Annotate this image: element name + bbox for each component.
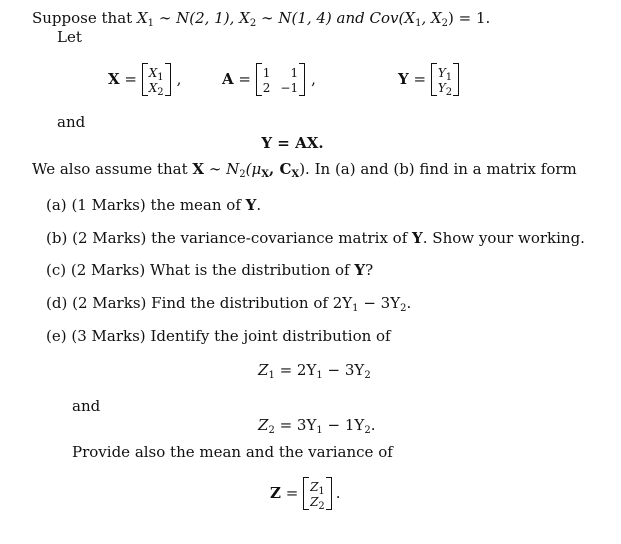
intro-line: Suppose that $X_1$ ∼ N(2, 1), $X_2$ ∼ N(1, 4) and $Cov(X_1$, $X_2) = 1$. xyxy=(32,9,491,29)
provide-line: Provide also the mean and the variance of xyxy=(72,443,393,461)
equation-z1: $Z_1 = 2Y_1 - 3Y_2$ xyxy=(258,361,371,381)
let-label: Let xyxy=(57,28,82,46)
matrix-Z: $Z_1$ $Z_2$ xyxy=(303,477,332,510)
definition-A: A = 1 1 2 −1 , xyxy=(222,58,316,100)
question-d: (d) (2 Marks) Find the distribution of $2Y_1 - 3Y_2$. xyxy=(46,294,412,314)
matrix-A: 1 1 2 −1 xyxy=(256,63,305,96)
question-e: (e) (3 Marks) Identify the joint distribution of xyxy=(46,327,391,345)
matrix-Y: $Y_1$ $Y_2$ xyxy=(431,63,459,96)
main-equation: Y = AX. xyxy=(261,134,324,152)
question-b: (b) (2 Marks) the variance-covariance matrix of Y. Show your working. xyxy=(46,229,585,247)
question-a: (a) (1 Marks) the mean of Y. xyxy=(46,196,262,214)
definition-Z: Z = $Z_1$ $Z_2$ . xyxy=(270,472,341,514)
equation-z2: $Z_2 = 3Y_1 - 1Y_2$. xyxy=(258,416,376,436)
definition-Y: Y = $Y_1$ $Y_2$ xyxy=(398,58,459,100)
assumption-line: We also assume that X ∼ $N_2(\mu_X$, $C_X$). In (a) and (b) find in a matrix form xyxy=(32,160,577,180)
matrix-X: $X_1$ $X_2$ xyxy=(142,63,171,96)
and-label-1: and xyxy=(57,113,86,131)
and-label-2: and xyxy=(72,397,101,415)
definition-X: X = $X_1$ $X_2$ , xyxy=(108,58,181,100)
question-c: (c) (2 Marks) What is the distribution of Y? xyxy=(46,261,374,279)
